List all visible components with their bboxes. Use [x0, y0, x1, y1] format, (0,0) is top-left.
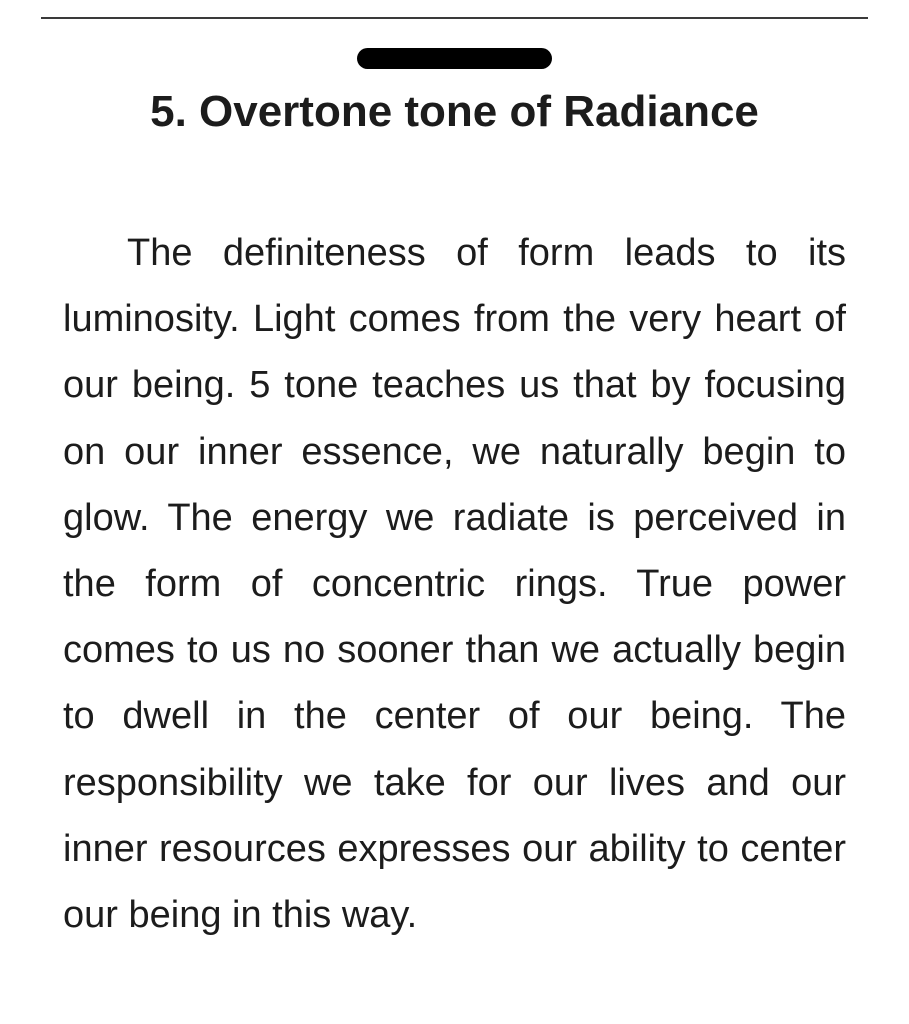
top-divider	[41, 17, 868, 19]
section-title: 5. Overtone tone of Radiance	[150, 87, 759, 136]
body-paragraph: The definiteness of form leads to its luminosity. Light comes from the very heart of our being. 5 tone teaches us that by focusing on our inner essence, we naturally begin to glow. The energy we radiate is perceived in the form of concentric rings. True power comes to us no sooner than we actually begin to dwell in the center of our being. The responsibility we take for our lives and our inner resources expresses our ability to center our being in this way.	[63, 232, 846, 937]
drag-handle[interactable]	[357, 48, 552, 69]
